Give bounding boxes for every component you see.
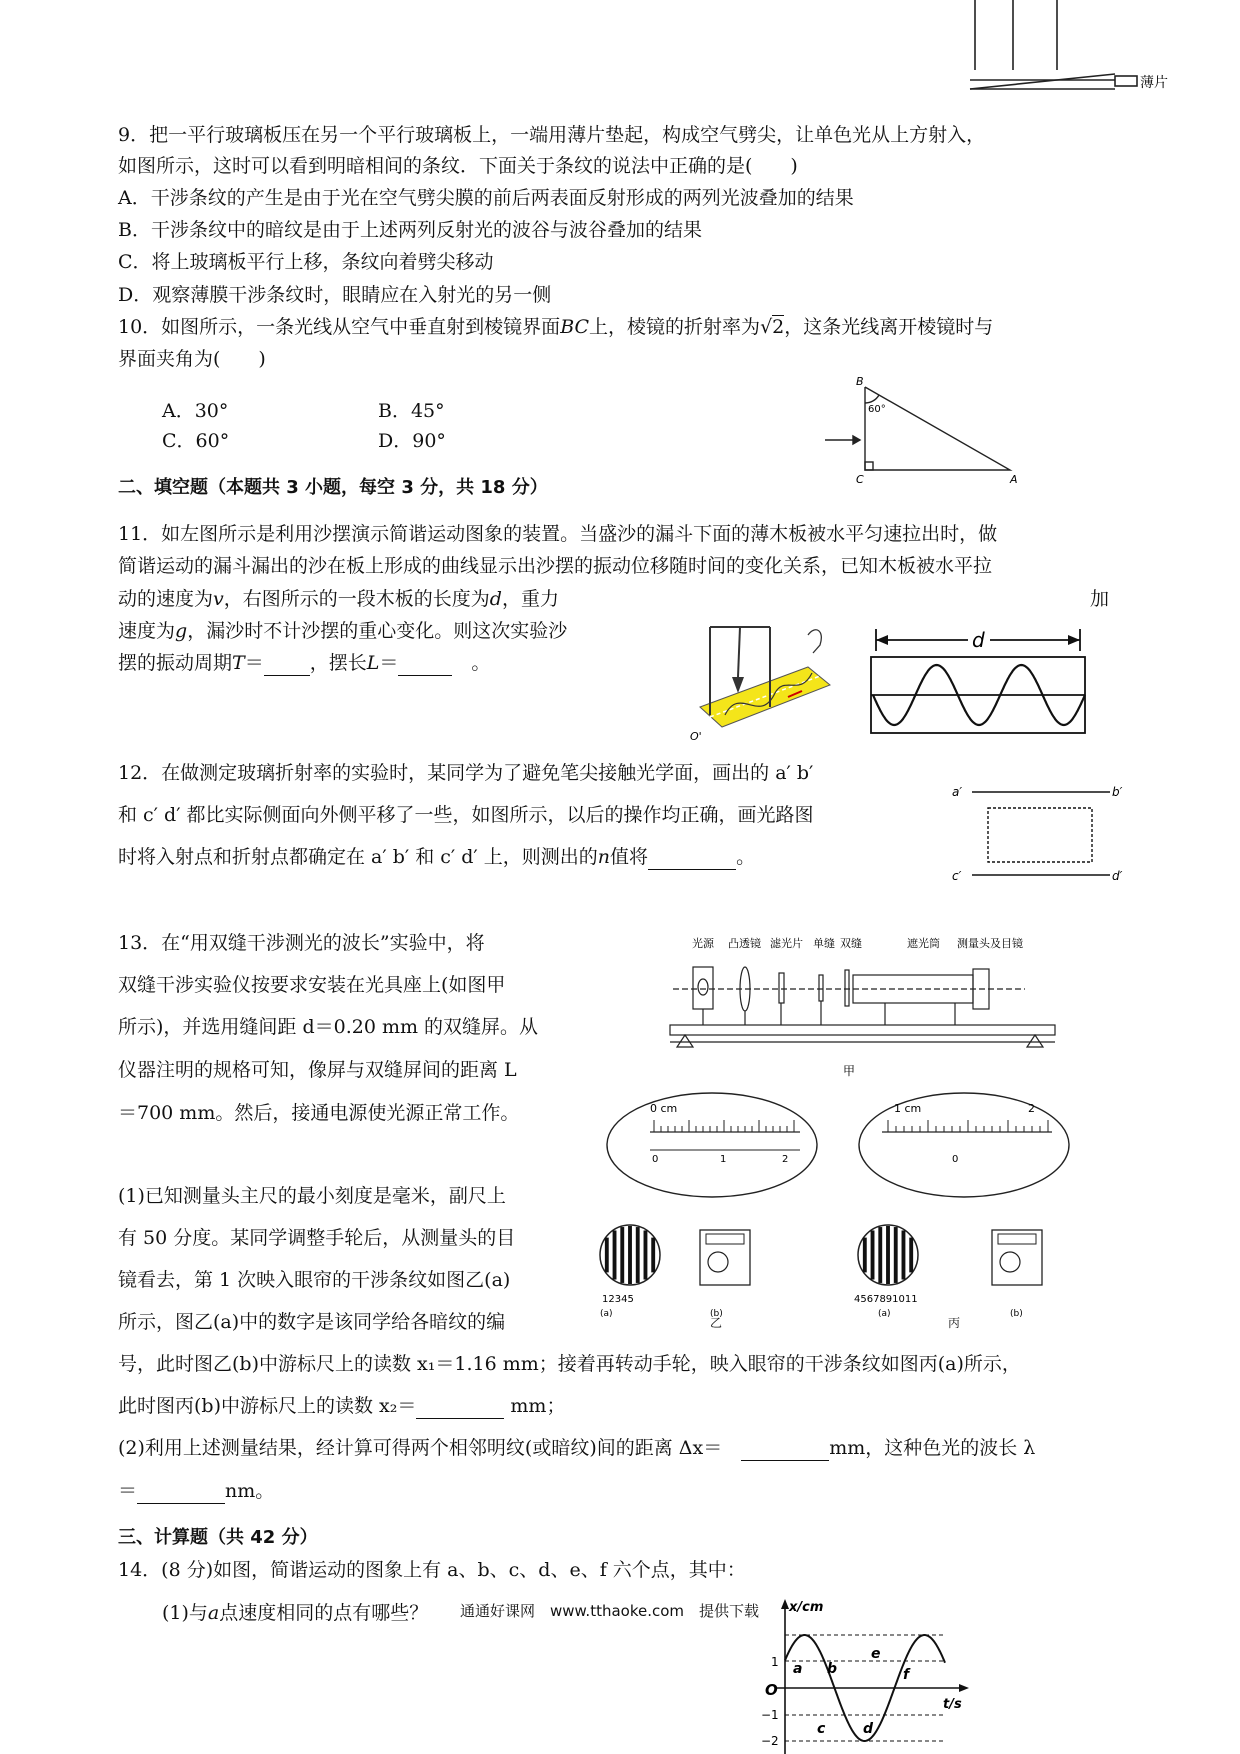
q13-line8: 镜看去，第 1 次映入眼帘的干涉条纹如图乙(a) [118, 1269, 511, 1291]
q12-answer-blank[interactable] [648, 849, 736, 870]
q13-line9: 所示，图乙(a)中的数字是该同学给各暗纹的编 [118, 1311, 506, 1333]
q9-stem-line2: 如图所示，这时可以看到明暗相间的条纹．下面关于条纹的说法中正确的是( ) [118, 155, 798, 177]
q12-label-c: c′ [952, 869, 962, 883]
q12-text-3b: 值将 [610, 846, 649, 868]
q13-line4: 仪器注明的规格可知，像屏与双缝屏间的距离 L [118, 1059, 517, 1081]
q13-bing-vernier-0: 0 [952, 1154, 959, 1165]
section2-heading: 二、填空题（本题共 3 小题，每空 3 分，共 18 分） [118, 477, 548, 498]
q13-yi-vernier-0: 0 [652, 1154, 659, 1165]
q11-L: L [366, 652, 380, 674]
q12-line2: 和 c′ d′ 都比实际侧面向外侧平移了一些，如图所示，以后的操作均正确，画光路图 [118, 804, 814, 826]
dark-fringe [644, 1230, 648, 1279]
q11-line3 [118, 586, 559, 612]
q12-label-b: b′ [1112, 785, 1123, 799]
q11-line4 [118, 618, 567, 644]
q11-text-3b: ，右图所示的一段木板的长度为 [223, 588, 490, 610]
q10-label-b: B [856, 375, 864, 388]
q13-text-12a: (2)利用上述测量结果，经计算可得两个相邻明纹(或暗纹)间的距离 Δx＝ [118, 1437, 723, 1459]
q14-point-d: d [863, 1721, 874, 1737]
q14-point-b: b [827, 1661, 838, 1677]
q11-text-5c: 。 [471, 652, 491, 674]
q13-bing-fringe-numbers: 4567891011 [854, 1294, 918, 1305]
q10-stem-line1 [118, 314, 993, 340]
q11-line5 [118, 650, 490, 676]
q13-app-label-3: 单缝 [813, 937, 835, 950]
dark-fringe [636, 1227, 640, 1283]
q11-text-4a: 速度为 [118, 620, 176, 642]
dark-fringe [886, 1226, 890, 1284]
q9-option-c: C．将上玻璃板平行上移，条纹向着劈尖移动 [118, 251, 494, 273]
q11-d: d [489, 588, 502, 610]
q13-bing-scale-cm: 1 cm [894, 1102, 922, 1115]
q14-text-2a: (1)与 [162, 1602, 208, 1624]
q11-text-3a: 动的速度为 [118, 588, 214, 610]
q14-point-a: a [793, 1661, 803, 1677]
q11-T: T [232, 652, 245, 674]
q13-fig-yi-label: 乙 [710, 1316, 723, 1330]
dark-fringe [628, 1226, 632, 1284]
q14-point-c: c [817, 1721, 826, 1737]
q12-label-d: d′ [1112, 869, 1123, 883]
dark-fringe [894, 1227, 898, 1283]
q10-angle-label: 60° [868, 404, 886, 415]
q11-text-3c: ，重力 [501, 588, 559, 610]
dark-fringe [871, 1230, 875, 1279]
q10-bc: BC [560, 316, 590, 338]
q11-board-trace-figure [868, 625, 1088, 740]
q13-dx-blank[interactable] [741, 1440, 829, 1461]
q13-line6: (1)已知测量头主尺的最小刻度是毫米，副尺上 [118, 1185, 506, 1207]
q10-sqrt: √2 [760, 316, 785, 338]
q11-length-blank[interactable] [398, 655, 452, 676]
q13-text-12b: mm，这种色光的波长 λ [829, 1437, 1036, 1459]
dark-fringe [909, 1238, 913, 1273]
q11-fig-o-label: O' [690, 730, 702, 743]
dark-fringe [878, 1227, 882, 1283]
q13-text-13b: nm。 [225, 1480, 275, 1502]
q12-line3 [118, 844, 755, 870]
q13-yi-sub-b: (b) [710, 1309, 723, 1319]
q13-app-label-1: 凸透镜 [728, 937, 761, 950]
q14-line1: 14．(8 分)如图，简谐运动的图象上有 a、b、c、d、e、f 六个点，其中： [118, 1559, 746, 1581]
q14-point-f: f [903, 1667, 910, 1683]
q13-line7: 有 50 分度。某同学调整手轮后，从测量头的目 [118, 1227, 516, 1249]
q10-text-2: 上，棱镜的折射率为 [589, 316, 761, 338]
dark-fringe [613, 1230, 617, 1279]
q11-eq-1: ＝ [244, 652, 264, 674]
q11-fig-d-label: d [972, 628, 985, 652]
dark-fringe [863, 1238, 867, 1273]
q13-app-label-5: 遮光筒 [907, 937, 940, 950]
q12-line1: 12．在做测定玻璃折射率的实验时，某同学为了避免笔尖接触光学面，画出的 a′ b′ [118, 762, 814, 784]
q10-label-c: C [856, 473, 864, 486]
q14-tick-1: 1 [771, 1655, 779, 1669]
q13-text-13a: ＝ [118, 1480, 138, 1502]
q14-origin: O [765, 1681, 778, 1699]
q13-line2: 双缝干涉实验仪按要求安装在光具座上(如图甲 [118, 974, 506, 996]
q13-fig-bing-label: 丙 [948, 1316, 961, 1330]
q13-bing-sub-b: (b) [1010, 1309, 1023, 1319]
q13-app-label-6: 测量头及目镜 [957, 937, 1023, 950]
q14-a: a [207, 1602, 220, 1624]
q13-app-label-2: 滤光片 [770, 937, 803, 950]
q11-line2: 简谐运动的漏斗漏出的沙在板上形成的曲线显示出沙摆的振动位移随时间的变化关系，已知木板被水平拉 [118, 555, 993, 577]
q10-option-b: B．45° [378, 400, 445, 422]
q13-yi-vernier-2: 2 [782, 1154, 789, 1165]
q10-prism-figure [820, 375, 1040, 495]
q14-ylabel: x/cm [789, 1600, 824, 1615]
q11-eq-2: ＝ [379, 652, 399, 674]
q13-line13 [118, 1478, 274, 1504]
q13-line11 [118, 1393, 565, 1419]
section3-heading: 三、计算题（共 42 分） [118, 1527, 318, 1548]
q9-option-a: A．干涉条纹的产生是由于光在空气劈尖膜的前后两表面反射形成的两列光波叠加的结果 [118, 187, 854, 209]
dark-fringe [651, 1238, 655, 1273]
q13-x2-blank[interactable] [416, 1398, 504, 1419]
q13-line10: 号，此时图乙(b)中游标尺上的读数 x₁＝1.16 mm；接着再转动手轮，映入眼帘的干涉条纹如图丙(a)所示， [118, 1353, 1021, 1375]
q13-bing-scale-2: 2 [1028, 1102, 1035, 1115]
q11-g: g [175, 620, 188, 642]
q13-line5: ＝700 mm。然后，接通电源使光源正常工作。 [118, 1102, 520, 1124]
q10-sqrt-value: 2 [772, 316, 785, 338]
q13-yi-scale-cm: 0 cm [650, 1102, 678, 1115]
q13-text-11a: 此时图丙(b)中游标尺上的读数 x₂＝ [118, 1395, 417, 1417]
q14-tick-m1: −1 [761, 1708, 779, 1722]
footer-watermark: 通通好课网 www.tthaoke.com 提供下载 [460, 1602, 760, 1620]
dark-fringe [605, 1238, 609, 1273]
q13-text-11b: mm； [504, 1395, 566, 1417]
q13-yi-sub-a: (a) [600, 1309, 613, 1319]
q11-v: v [213, 588, 224, 610]
q14-line2 [162, 1600, 428, 1626]
q13-app-label-0: 光源 [692, 937, 714, 950]
q11-line1: 11．如左图所示是利用沙摆演示简谐运动图象的装置。当盛沙的漏斗下面的薄木板被水平匀速拉出时，做 [118, 523, 998, 545]
q11-text-5a: 摆的振动周期 [118, 652, 233, 674]
dark-fringe [620, 1227, 624, 1283]
q14-text-2b: 点速度相同的点有哪些？ [219, 1602, 429, 1624]
q9-wedge-figure [960, 0, 1168, 100]
q9-option-b: B．干涉条纹中的暗纹是由于上述两列反射光的波谷与波谷叠加的结果 [118, 219, 702, 241]
q14-tick-m2: −2 [761, 1734, 779, 1748]
q13-figure-yi [590, 1090, 830, 1320]
dark-fringe [902, 1230, 906, 1279]
q10-text-1: 10．如图所示，一条光线从空气中垂直射到棱镜界面 [118, 316, 561, 338]
q13-line3: 所示)，并选用缝间距 d＝0.20 mm 的双缝屏。从 [118, 1016, 539, 1038]
q13-fig-jia-label: 甲 [843, 1064, 856, 1078]
q11-sand-pendulum-figure [680, 615, 840, 745]
q14-shm-graph [745, 1595, 975, 1754]
q13-yi-fringe-numbers: 12345 [602, 1294, 634, 1305]
q13-app-label-4: 双缝 [840, 937, 862, 950]
q10-option-d: D．90° [378, 430, 446, 452]
q12-label-a: a′ [952, 785, 963, 799]
q13-bing-sub-a: (a) [878, 1309, 891, 1319]
q9-option-d: D．观察薄膜干涉条纹时，眼睛应在入射光的另一侧 [118, 284, 552, 306]
q12-n: n [597, 846, 611, 868]
q10-label-a: A [1010, 473, 1018, 486]
q13-line12 [118, 1435, 1035, 1461]
q9-fig-label: 薄片 [1140, 75, 1168, 91]
q10-option-a: A．30° [162, 400, 229, 422]
q11-line3-end: 加 [1090, 588, 1110, 610]
q10-text-3: ，这条光线离开棱镜时与 [784, 316, 994, 338]
q10-stem-line2: 界面夹角为( ) [118, 348, 266, 370]
q11-text-5b: ，摆长 [309, 652, 367, 674]
q14-xlabel: t/s [943, 1697, 962, 1712]
q13-figure-bing [842, 1090, 1082, 1320]
q12-text-3a: 时将入射点和折射点都确定在 a′ b′ 和 c′ d′ 上，则测出的 [118, 846, 598, 868]
q11-text-4b: ，漏沙时不计沙摆的重心变化。则这次实验沙 [187, 620, 568, 642]
q13-line1: 13．在“用双缝干涉测光的波长”实验中，将 [118, 932, 485, 954]
q13-yi-vernier-1: 1 [720, 1154, 727, 1165]
q12-glass-figure [950, 780, 1130, 890]
q11-period-blank[interactable] [264, 655, 310, 676]
q13-apparatus-figure [665, 925, 1065, 1085]
q13-lambda-blank[interactable] [137, 1483, 225, 1504]
q14-point-e: e [871, 1646, 881, 1662]
q12-text-3c: 。 [736, 846, 756, 868]
q9-stem-line1: 9．把一平行玻璃板压在另一个平行玻璃板上，一端用薄片垫起，构成空气劈尖，让单色光从上方射入， [118, 124, 986, 146]
q10-option-c: C．60° [162, 430, 230, 452]
